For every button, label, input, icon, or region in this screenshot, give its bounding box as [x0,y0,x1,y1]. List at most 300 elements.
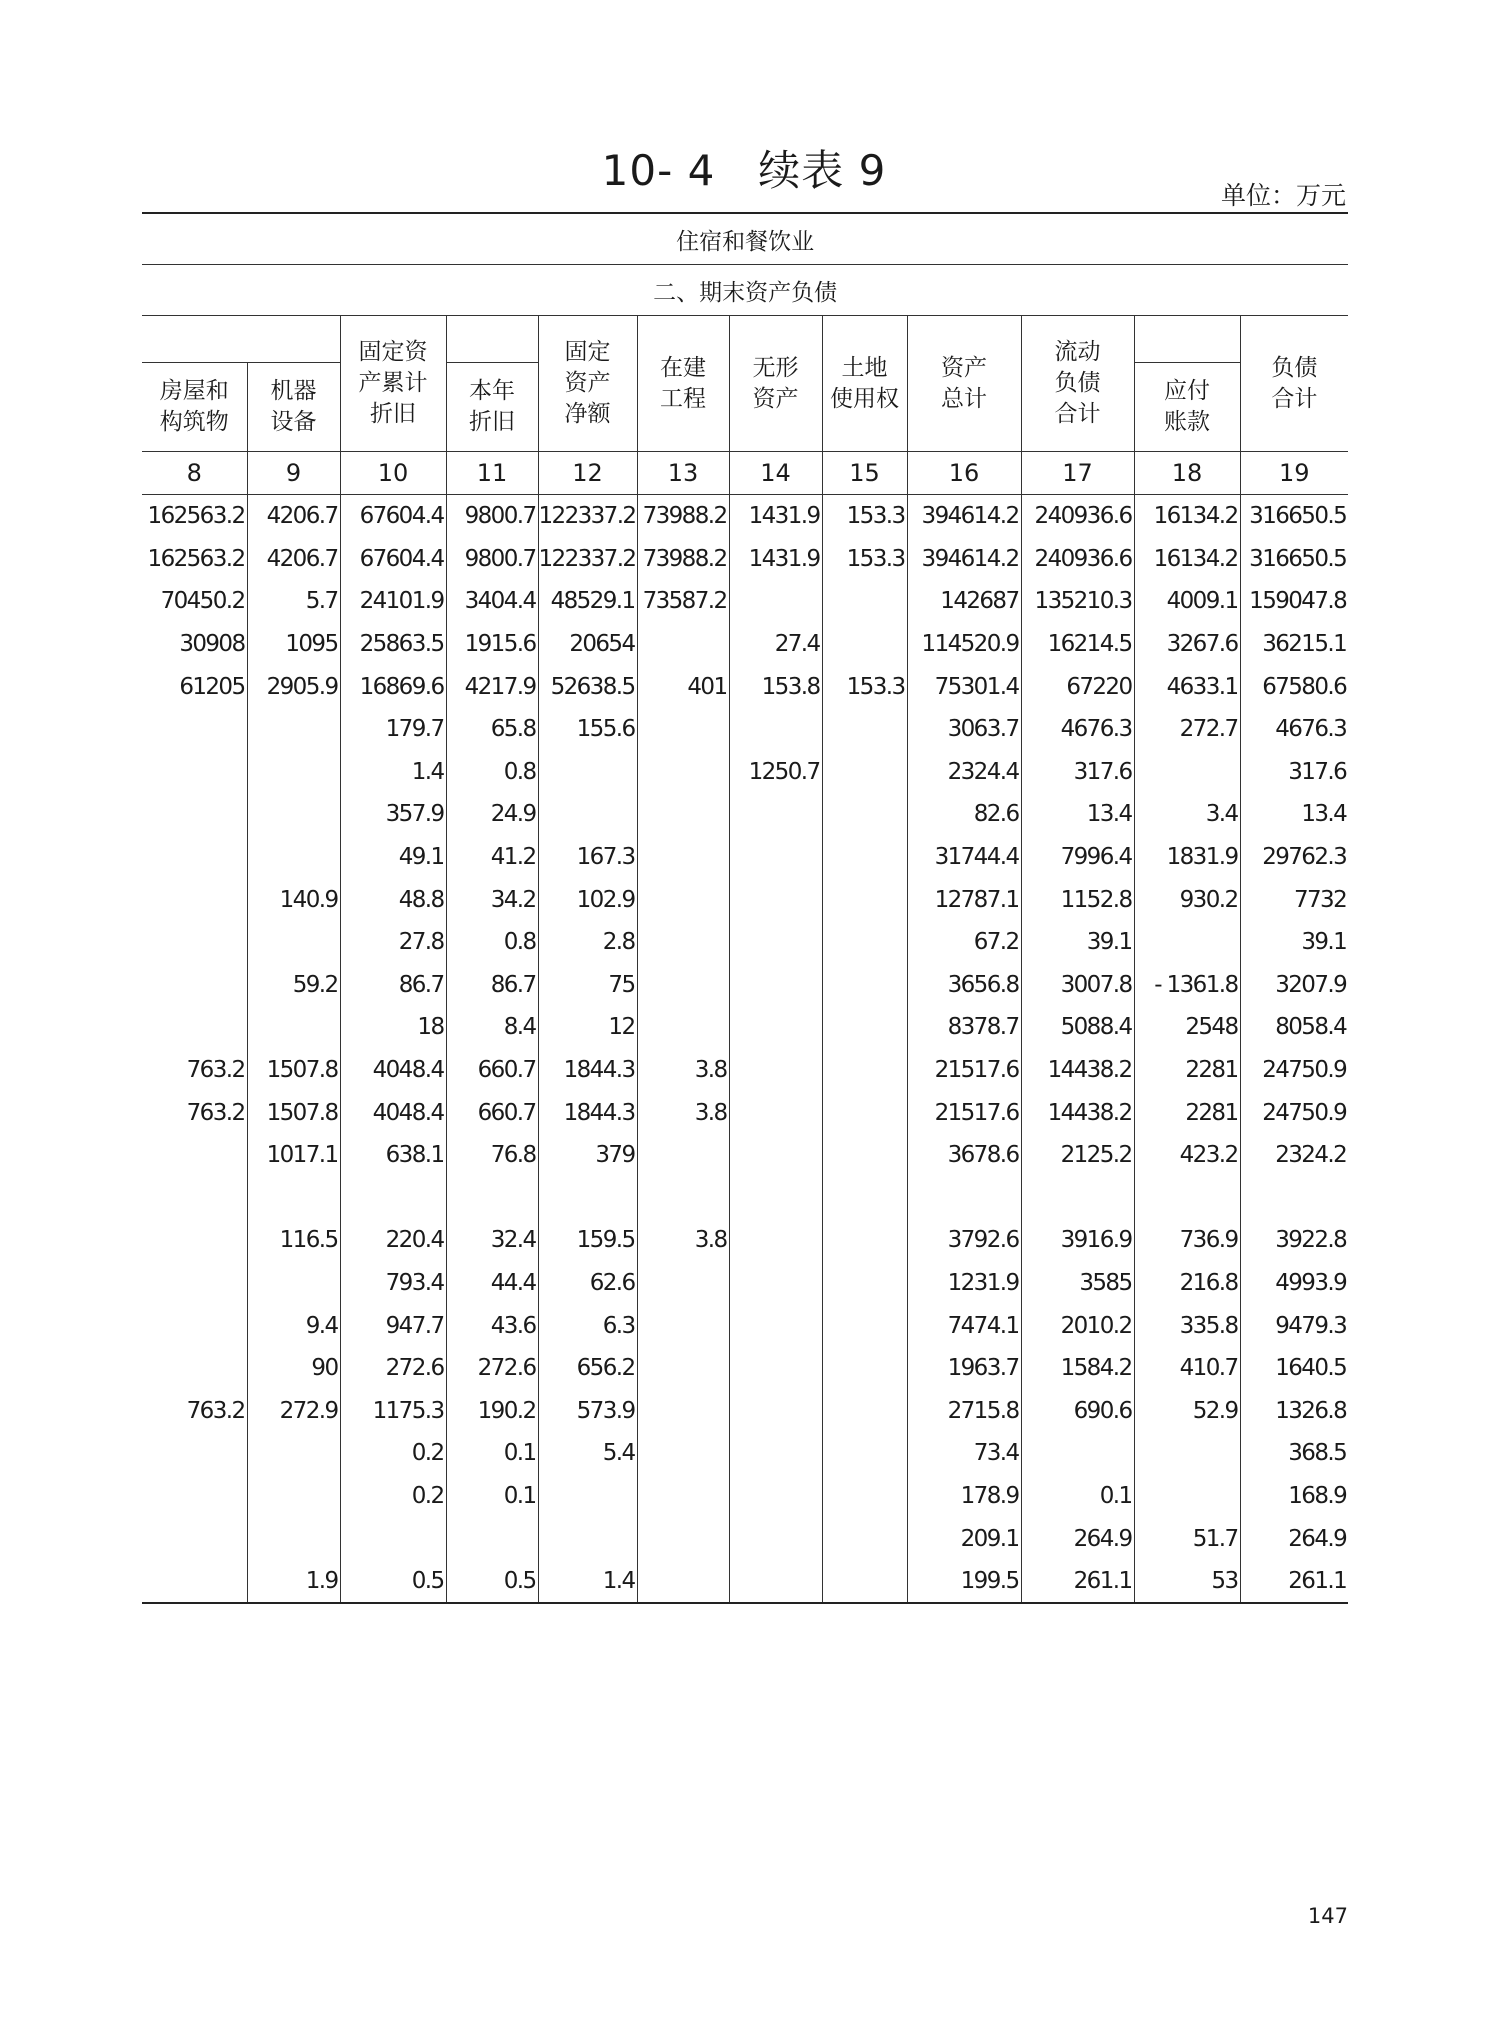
table-cell: 379 [538,1134,637,1177]
table-cell [822,623,907,666]
table-cell: 8058.4 [1240,1006,1348,1049]
table-cell: 9800.7 [446,538,538,581]
table-cell: 272.7 [1134,708,1240,751]
table-cell: 240936.6 [1021,495,1134,538]
column-number: 10 [340,452,446,495]
table-cell: 793.4 [340,1262,446,1305]
table-row [142,1517,1348,1560]
table-cell: 82.6 [907,793,1021,836]
table-row [142,964,1348,1007]
column-number: 14 [729,452,822,495]
column-number: 13 [637,452,729,495]
table-cell: 272.6 [340,1347,446,1390]
table-cell: 67.2 [907,921,1021,964]
page-number: 147 [1307,1904,1348,1928]
table-cell: 52.9 [1134,1389,1240,1432]
table-cell: 410.7 [1134,1347,1240,1390]
table-cell [637,878,729,921]
table-cell [247,1432,340,1475]
table-cell: 153.3 [822,495,907,538]
table-cell: 9479.3 [1240,1304,1348,1347]
table-row [142,1262,1348,1305]
table-cell [247,921,340,964]
table-cell: 0.1 [446,1432,538,1475]
table-cell: 4206.7 [247,538,340,581]
table-cell: 736.9 [1134,1219,1240,1262]
table-cell [142,1347,247,1390]
table-cell: 1507.8 [247,1091,340,1134]
table-cell: 0.2 [340,1432,446,1475]
table-cell [637,751,729,794]
table-cell: 0.1 [1021,1475,1134,1518]
table-cell [822,1049,907,1092]
table-cell: 135210.3 [1021,580,1134,623]
table-cell [729,1560,822,1604]
table-cell [142,836,247,879]
table-cell: 25863.5 [340,623,446,666]
table-cell: 34.2 [446,878,538,921]
table-cell [1240,1177,1348,1220]
table-cell: 4633.1 [1134,665,1240,708]
table-cell: 16214.5 [1021,623,1134,666]
table-cell: 12787.1 [907,878,1021,921]
table-cell: 1250.7 [729,751,822,794]
header-c15: 土地 使用权 [822,316,907,452]
table-row [142,921,1348,964]
table-cell [729,793,822,836]
table-cell [822,1432,907,1475]
table-cell: 1844.3 [538,1049,637,1092]
table-cell: 1831.9 [1134,836,1240,879]
table-cell [1134,751,1240,794]
table-cell: 763.2 [186,1397,245,1424]
table-cell: 423.2 [1134,1134,1240,1177]
table-cell: 401 [637,665,729,708]
table-cell: 7474.1 [907,1304,1021,1347]
table-cell [247,1006,340,1049]
table-cell: 199.5 [907,1560,1021,1604]
table-row [142,1091,1348,1134]
column-number: 9 [247,452,340,495]
table-cell: 3922.8 [1240,1219,1348,1262]
table-row [142,1006,1348,1049]
table-cell: 2548 [1134,1006,1240,1049]
table-cell [142,878,247,921]
table-cell [340,1517,446,1560]
table-cell: 76.8 [446,1134,538,1177]
header-c12: 固定 资产 净额 [538,316,637,452]
table-cell: 947.7 [340,1304,446,1347]
table-cell: 261.1 [1021,1560,1134,1604]
table-cell [822,1006,907,1049]
table-cell: 660.7 [446,1091,538,1134]
table-cell [247,793,340,836]
balance-sheet-table [142,212,1348,1604]
table-cell [142,708,247,751]
table-cell: 1915.6 [446,623,538,666]
table-row [142,1219,1348,1262]
table-cell [142,1262,247,1305]
table-cell: 102.9 [538,878,637,921]
table-cell [247,1475,340,1518]
table-cell: 1095 [247,623,340,666]
table-cell [729,1389,822,1432]
table-cell: 21517.6 [907,1049,1021,1092]
table-cell: 61205 [179,673,245,700]
table-cell: 73988.2 [637,495,729,538]
header-c17: 流动 负债 合计 [1021,316,1134,452]
table-cell: 3585 [1021,1262,1134,1305]
table-cell [822,1177,907,1220]
table-cell [729,1091,822,1134]
table-cell [538,793,637,836]
table-cell: 162563.2 [147,503,245,530]
table-cell [729,1262,822,1305]
table-cell [637,623,729,666]
table-cell: 261.1 [1240,1560,1348,1604]
table-cell: 4048.4 [340,1091,446,1134]
table-cell [729,1432,822,1475]
column-number: 17 [1021,452,1134,495]
table-cell: 8.4 [446,1006,538,1049]
table-cell [1021,1432,1134,1475]
table-cell: 24750.9 [1240,1049,1348,1092]
table-cell: - 1361.8 [1134,964,1240,1007]
table-cell [637,921,729,964]
table-cell: 168.9 [1240,1475,1348,1518]
table-cell: 3678.6 [907,1134,1021,1177]
table-cell [729,1177,822,1220]
table-cell: 316650.5 [1240,495,1348,538]
table-cell: 49.1 [340,836,446,879]
table-cell: 220.4 [340,1219,446,1262]
table-cell [247,1177,340,1220]
table-cell: 2715.8 [907,1389,1021,1432]
table-row [142,751,1348,794]
header-spacer-mid [446,316,538,363]
table-cell: 86.7 [340,964,446,1007]
table-cell: 155.6 [538,708,637,751]
table-cell: 3656.8 [907,964,1021,1007]
table-cell: 3267.6 [1134,623,1240,666]
header-c9: 机器 设备 [247,363,340,452]
table-cell: 3916.9 [1021,1219,1134,1262]
table-cell: 4676.3 [1021,708,1134,751]
table-cell: 335.8 [1134,1304,1240,1347]
table-cell [822,793,907,836]
table-cell: 24101.9 [340,580,446,623]
table-cell: 7732 [1240,878,1348,921]
table-cell: 3063.7 [907,708,1021,751]
table-cell: 4217.9 [446,665,538,708]
table-cell: 1844.3 [538,1091,637,1134]
header-spacer-right [1134,316,1240,363]
table-cell [729,878,822,921]
table-cell: 70450.2 [160,588,245,615]
table-cell [142,1475,247,1518]
table-row [142,1134,1348,1177]
table-cell: 122337.2 [538,538,637,581]
table-cell: 39.1 [1240,921,1348,964]
table-cell: 4993.9 [1240,1262,1348,1305]
table-cell: 67604.4 [340,538,446,581]
table-cell: 3.8 [637,1049,729,1092]
table-cell: 4206.7 [247,495,340,538]
table-cell: 240936.6 [1021,538,1134,581]
table-cell: 12 [538,1006,637,1049]
table-cell: 90 [247,1347,340,1390]
table-cell: 2125.2 [1021,1134,1134,1177]
table-cell [822,751,907,794]
table-cell: 264.9 [1240,1517,1348,1560]
table-cell [538,1177,637,1220]
table-cell [1021,1177,1134,1220]
table-cell: 9.4 [247,1304,340,1347]
table-cell [637,836,729,879]
table-cell: 116.5 [247,1219,340,1262]
table-cell: 67580.6 [1240,665,1348,708]
table-cell: 264.9 [1021,1517,1134,1560]
table-cell: 656.2 [538,1347,637,1390]
table-row [142,580,1348,623]
table-cell: 62.6 [538,1262,637,1305]
table-cell: 52638.5 [538,665,637,708]
table-cell: 2281 [1134,1049,1240,1092]
table-cell: 16869.6 [340,665,446,708]
table-row [142,1304,1348,1347]
table-cell [822,1304,907,1347]
table-cell: 159047.8 [1240,580,1348,623]
table-cell [822,878,907,921]
table-cell: 690.6 [1021,1389,1134,1432]
table-cell: 2281 [1134,1091,1240,1134]
table-cell: 216.8 [1134,1262,1240,1305]
table-cell: 29762.3 [1240,836,1348,879]
table-cell: 31744.4 [907,836,1021,879]
table-cell: 24.9 [446,793,538,836]
table-row [142,538,1348,581]
table-cell: 2905.9 [247,665,340,708]
table-cell [247,836,340,879]
table-cell: 272.9 [247,1389,340,1432]
table-cell: 32.4 [446,1219,538,1262]
table-cell [142,1177,247,1220]
table-cell [142,964,247,1007]
table-cell: 13.4 [1021,793,1134,836]
table-cell: 1584.2 [1021,1347,1134,1390]
table-cell [446,1517,538,1560]
table-cell [729,1219,822,1262]
table-cell: 3792.6 [907,1219,1021,1262]
table-cell: 1.4 [340,751,446,794]
table-cell: 317.6 [1021,751,1134,794]
table-cell [637,1006,729,1049]
table-cell: 178.9 [907,1475,1021,1518]
table-row [142,623,1348,666]
table-cell [142,1517,247,1560]
table-cell: 930.2 [1134,878,1240,921]
table-row [142,1347,1348,1390]
table-cell [729,580,822,623]
table-cell [822,1560,907,1604]
table-cell: 2324.4 [907,751,1021,794]
table-cell [142,1560,247,1604]
table-cell: 3007.8 [1021,964,1134,1007]
table-cell: 24750.9 [1240,1091,1348,1134]
table-cell [729,1347,822,1390]
header-c16: 资产 总计 [907,316,1021,452]
table-cell: 0.5 [446,1560,538,1604]
table-cell [729,708,822,751]
table-cell: 1017.1 [247,1134,340,1177]
table-row [142,793,1348,836]
table-cell: 368.5 [1240,1432,1348,1475]
table-cell [822,580,907,623]
table-cell: 2324.2 [1240,1134,1348,1177]
table-cell [729,1475,822,1518]
table-cell [637,1177,729,1220]
table-cell: 3.8 [637,1091,729,1134]
table-cell: 0.8 [446,751,538,794]
table-cell [729,836,822,879]
unit-label: 单位：万元 [1220,181,1346,210]
table-row [142,1177,1348,1220]
table-cell [637,1134,729,1177]
section-banner: 二、期末资产负债 [142,265,1348,316]
column-number: 8 [142,452,247,495]
table-cell: 21517.6 [907,1091,1021,1134]
table-cell [247,708,340,751]
table-row [142,878,1348,921]
header-spacer-left [142,316,340,363]
table-cell: 73988.2 [637,538,729,581]
table-cell: 4676.3 [1240,708,1348,751]
table-cell: 763.2 [186,1099,245,1126]
table-cell [1134,1475,1240,1518]
table-cell: 153.3 [822,665,907,708]
table-cell [729,921,822,964]
table-cell [822,921,907,964]
table-cell: 75301.4 [907,665,1021,708]
header-c18: 应付 账款 [1134,363,1240,452]
table-cell: 13.4 [1240,793,1348,836]
table-cell: 316650.5 [1240,538,1348,581]
table-cell: 3.4 [1134,793,1240,836]
table-cell [822,964,907,1007]
column-number: 18 [1134,452,1240,495]
table-cell: 0.2 [340,1475,446,1518]
table-cell: 5.4 [538,1432,637,1475]
header-c19: 负债 合计 [1240,316,1348,452]
column-number: 16 [907,452,1021,495]
table-cell: 1152.8 [1021,878,1134,921]
table-cell: 1640.5 [1240,1347,1348,1390]
table-cell [729,1006,822,1049]
table-cell: 44.4 [446,1262,538,1305]
table-cell: 75 [538,964,637,1007]
table-cell: 8378.7 [907,1006,1021,1049]
table-row [142,1049,1348,1092]
table-cell: 51.7 [1134,1517,1240,1560]
column-number: 19 [1240,452,1348,495]
table-cell: 153.8 [729,665,822,708]
table-cell [729,1049,822,1092]
table-cell: 48529.1 [538,580,637,623]
table-cell: 317.6 [1240,751,1348,794]
table-cell: 73.4 [907,1432,1021,1475]
table-cell: 0.8 [446,921,538,964]
table-cell: 0.5 [340,1560,446,1604]
table-cell: 763.2 [186,1057,245,1084]
table-cell: 14438.2 [1021,1091,1134,1134]
table-cell [142,1219,247,1262]
table-cell [822,1475,907,1518]
table-cell: 18 [340,1006,446,1049]
table-cell [247,1517,340,1560]
table-cell: 1431.9 [729,495,822,538]
table-cell: 39.1 [1021,921,1134,964]
table-cell: 7996.4 [1021,836,1134,879]
table-cell: 1175.3 [340,1389,446,1432]
table-cell: 53 [1134,1560,1240,1604]
table-cell [340,1177,446,1220]
table-cell: 2.8 [538,921,637,964]
table-cell [822,1134,907,1177]
table-cell [637,1347,729,1390]
table-cell: 3404.4 [446,580,538,623]
table-cell [729,964,822,1007]
table-cell [538,751,637,794]
table-cell: 14438.2 [1021,1049,1134,1092]
table-cell: 4009.1 [1134,580,1240,623]
table-cell [142,921,247,964]
table-cell [822,1091,907,1134]
table-cell [729,1134,822,1177]
table-row [142,836,1348,879]
table-cell: 1507.8 [247,1049,340,1092]
table-cell [822,708,907,751]
table-row [142,1389,1348,1432]
table-cell: 20654 [538,623,637,666]
table-cell: 357.9 [340,793,446,836]
table-cell: 573.9 [538,1389,637,1432]
table-cell: 73587.2 [637,580,729,623]
table-cell: 1326.8 [1240,1389,1348,1432]
table-cell: 36215.1 [1240,623,1348,666]
table-cell: 9800.7 [446,495,538,538]
table-cell: 190.2 [446,1389,538,1432]
data-table-container [142,212,1348,1604]
table-cell: 6.3 [538,1304,637,1347]
table-row [142,1560,1348,1604]
table-cell: 162563.2 [147,545,245,572]
table-cell: 272.6 [446,1347,538,1390]
table-cell [637,1389,729,1432]
table-cell [1134,921,1240,964]
table-cell [142,751,247,794]
table-cell: 41.2 [446,836,538,879]
table-cell [247,1262,340,1305]
table-cell: 179.7 [340,708,446,751]
table-cell [637,1560,729,1604]
table-cell [446,1177,538,1220]
table-row [142,708,1348,751]
header-c8: 房屋和 构筑物 [159,378,229,435]
table-cell: 1.9 [247,1560,340,1604]
table-row [142,1475,1348,1518]
table-cell [822,1262,907,1305]
column-number-row [142,452,1348,495]
